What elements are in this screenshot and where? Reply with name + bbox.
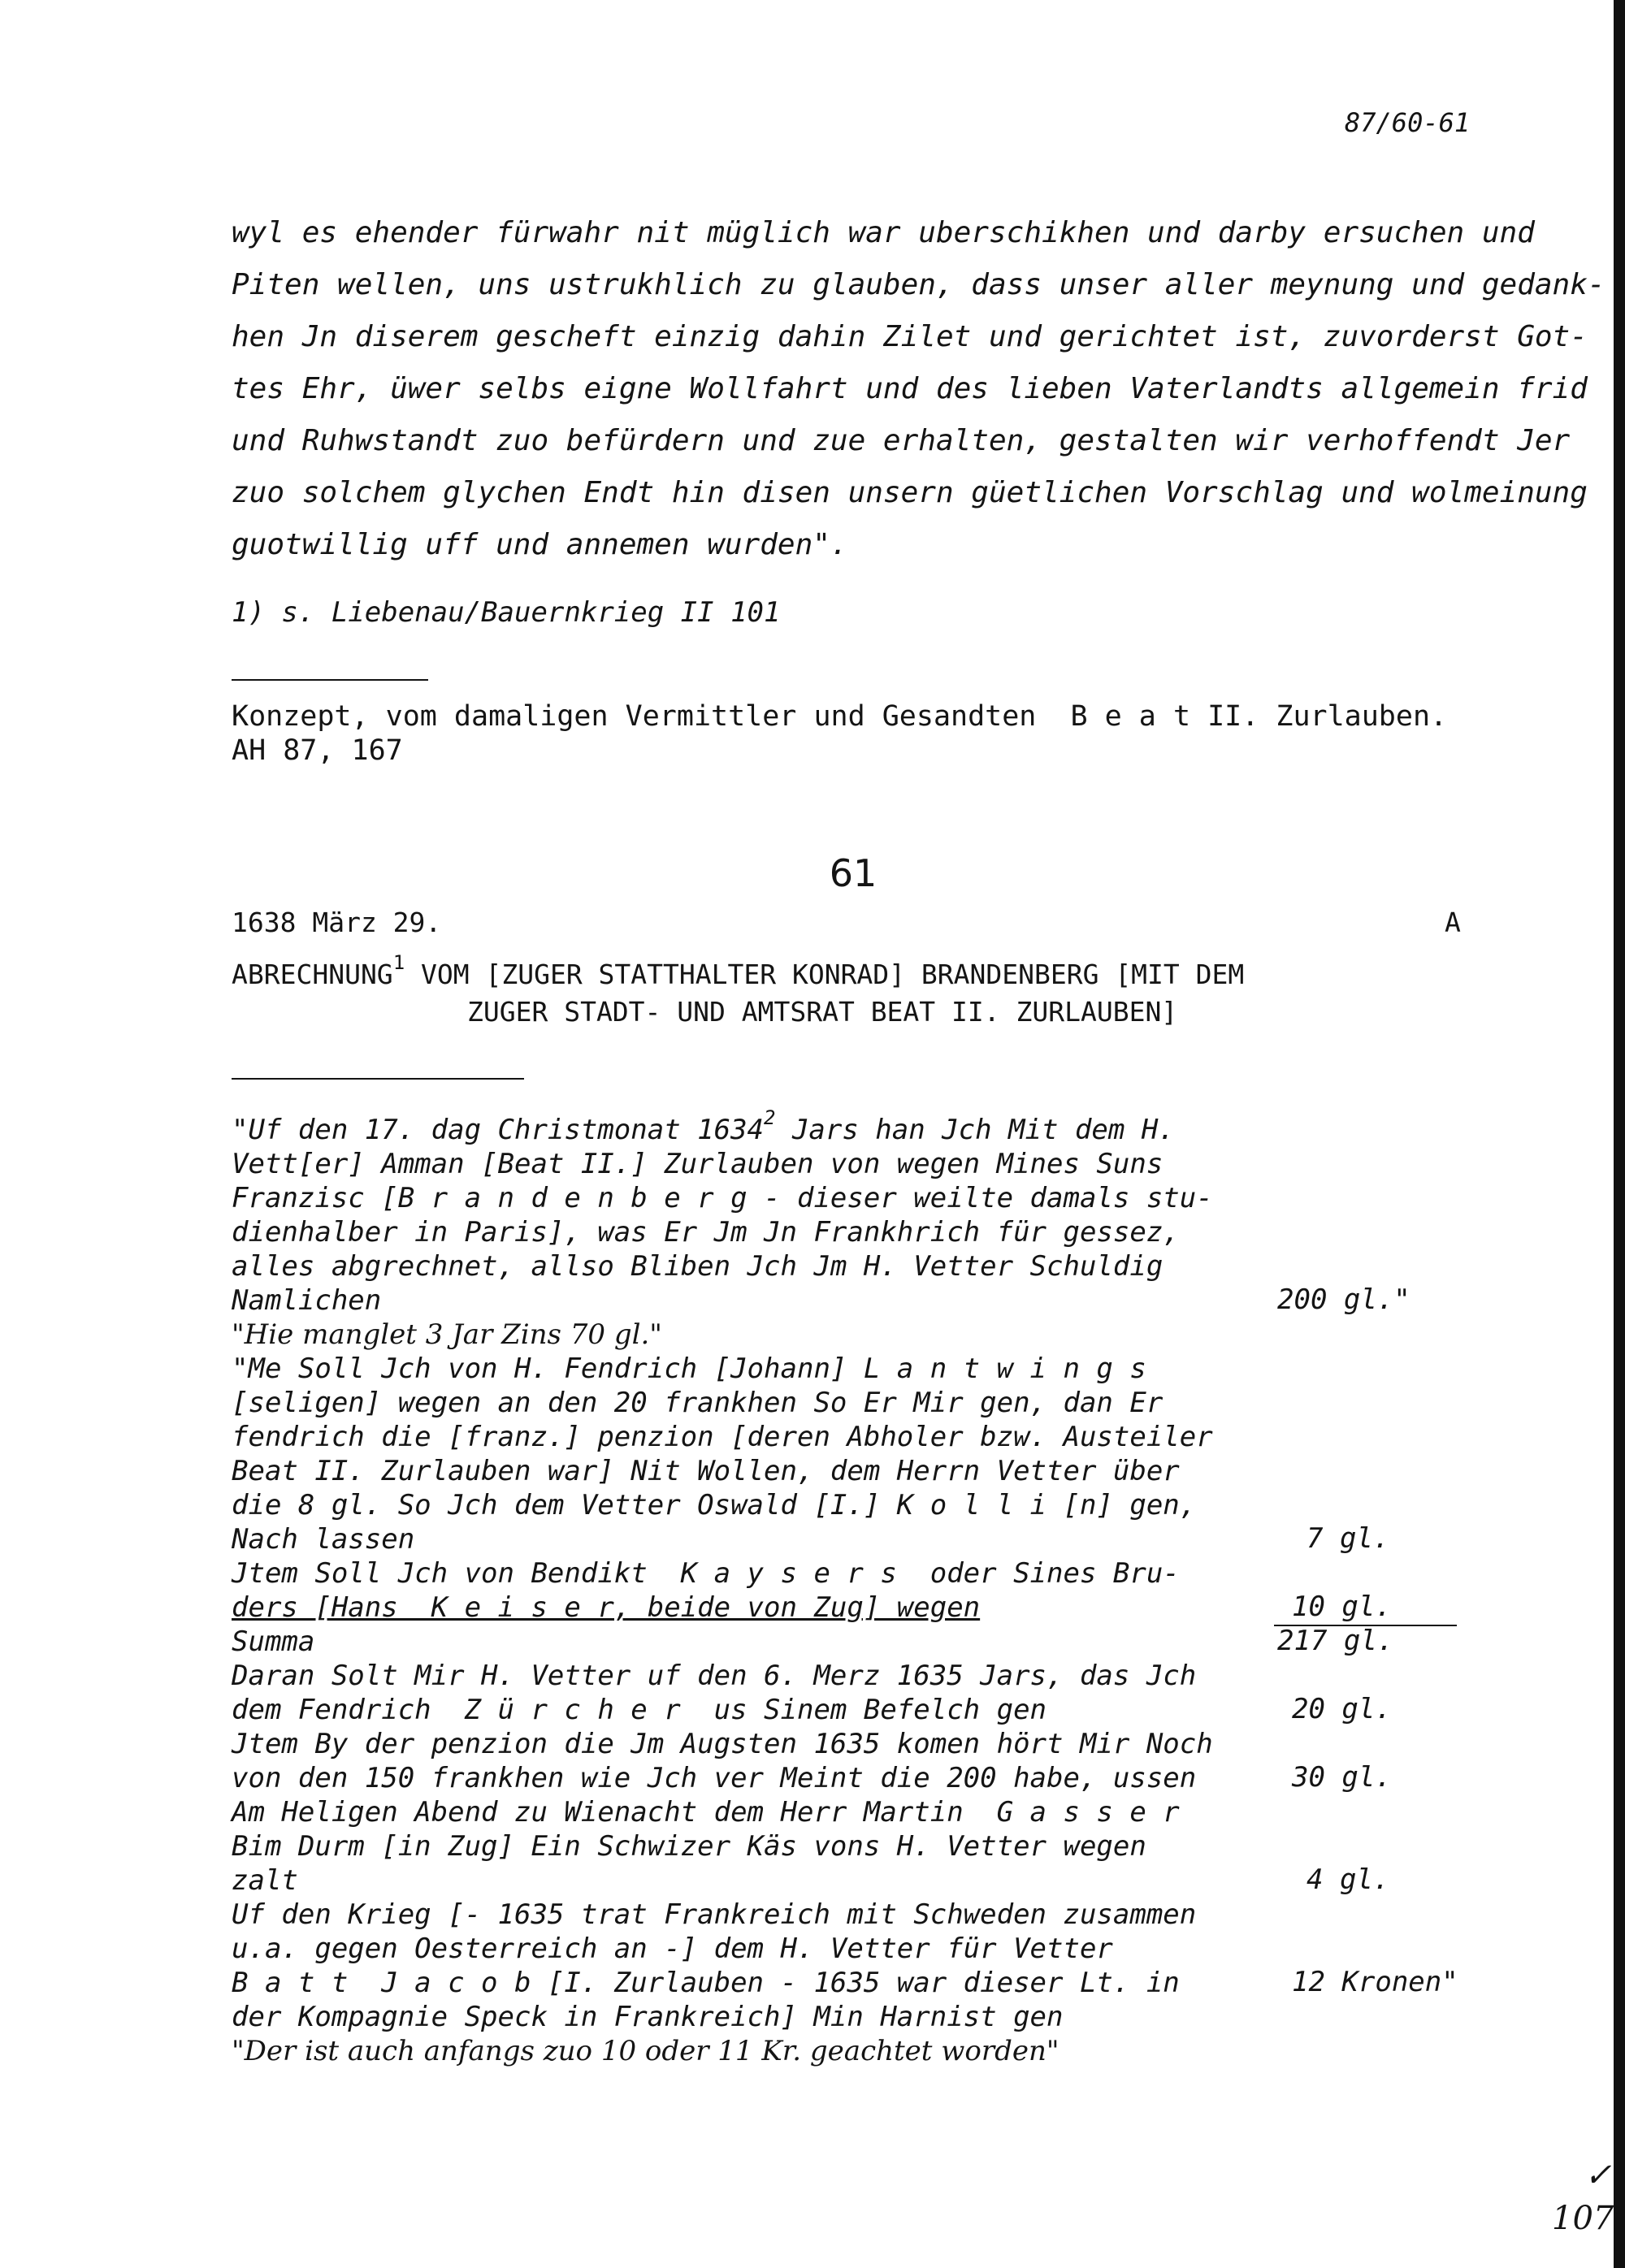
amount: 30 gl.	[1292, 1761, 1392, 1794]
account-line: fendrich die [franz.] penzion [deren Abholer bzw. Austeiler	[232, 1421, 1213, 1453]
account-line: Bim Durm [in Zug] Ein Schwizer Käs vons H. Vetter wegen	[232, 1830, 1146, 1863]
footnote-mark: 2	[764, 1106, 776, 1129]
account-line: u.a. gegen Oesterreich an -] dem H. Vetter für Vetter	[232, 1933, 1113, 1965]
check-mark: ✓	[1584, 2157, 1612, 2194]
account-line: Nach lassen	[232, 1523, 415, 1556]
handwritten-note: "Der ist auch anfangs zuo 10 oder 11 Kr. geachtet worden"	[232, 2035, 1060, 2067]
account-line: "Me Soll Jch von H. Fendrich [Johann] L a n t w i n g s	[232, 1353, 1146, 1385]
amount: 20 gl.	[1292, 1693, 1392, 1725]
account-line: "Uf den 17. dag Christmonat 1634$^2$ Jars han Jch Mit dem H.	[232, 1106, 1175, 1146]
document-heading-line2: ZUGER STADT- UND AMTSRAT BEAT II. ZURLAUBEN]	[467, 996, 1178, 1028]
account-line: Franzisc [B r a n d e n b e r g - dieser weilte damals stu-	[232, 1182, 1213, 1214]
heading-footnote-mark: 1	[392, 951, 405, 974]
account-line: von den 150 frankhen wie Jch ver Meint die 200 habe, ussen	[232, 1762, 1197, 1794]
document-heading	[232, 951, 1245, 995]
account-line: alles abgrechnet, allso Bliben Jch Jm H. Vetter Schuldig	[232, 1250, 1164, 1283]
account-line: B a t t J a c o b [I. Zurlauben - 1635 war dieser Lt. in	[232, 1967, 1180, 1999]
account-line: der Kompagnie Speck in Frankreich] Min Harnist gen	[232, 2001, 1064, 2033]
amount: 7 gl.	[1306, 1522, 1390, 1555]
intro-line: tes Ehr, üwer selbs eigne Wollfahrt und des lieben Vaterlandts allgemein frid	[232, 372, 1588, 405]
account-line: dienhalber in Paris], was Er Jm Jn Frankhrich für gessez,	[232, 1216, 1180, 1249]
account-line: Vett[er] Amman [Beat II.] Zurlauben von wegen Mines Suns	[232, 1148, 1164, 1180]
separator-rule	[232, 679, 428, 681]
intro-line: hen Jn diserem gescheft einzig dahin Zilet und gerichtet ist, zuvorderst Got-	[232, 320, 1588, 353]
amount: 4 gl.	[1306, 1863, 1390, 1896]
account-line: Daran Solt Mir H. Vetter uf den 6. Merz 1635 Jars, das Jch	[232, 1660, 1197, 1692]
account-line: ders [Hans K e i s e r, beide von Zug] wegen	[232, 1591, 981, 1624]
footnote: 1) s. Liebenau/Bauernkrieg II 101	[232, 596, 781, 629]
account-line: Uf den Krieg [- 1635 trat Frankreich mit Schweden zusammen	[232, 1898, 1197, 1931]
account-line: Am Heligen Abend zu Wienacht dem Herr Martin G a s s e r	[232, 1796, 1180, 1829]
account-line: Jtem Soll Jch von Bendikt K a y s e r s oder Sines Bru-	[232, 1557, 1180, 1590]
account-line: dem Fendrich Z ü r c h e r us Sinem Befelch gen	[232, 1694, 1047, 1726]
intro-line: wyl es ehender fürwahr nit müglich war uberschikhen und darby ersuchen und	[232, 216, 1535, 249]
archive-reference: AH 87, 167	[232, 734, 403, 767]
heading-text: ABRECHNUNG	[232, 959, 393, 990]
account-line: Beat II. Zurlauben war] Nit Wollen, dem Herrn Vetter über	[232, 1455, 1180, 1487]
intro-line: und Ruhwstandt zuo befürdern und zue erhalten, gestalten wir verhoffendt Jer	[232, 424, 1571, 457]
account-line: die 8 gl. So Jch dem Vetter Oswald [I.] K o l l i [n] gen,	[232, 1489, 1197, 1521]
separator-rule	[232, 1078, 524, 1080]
intro-line: zuo solchem glychen Endt hin disen unsern güetlichen Vorschlag und wolmeinung	[232, 476, 1588, 509]
scan-edge	[1614, 0, 1625, 2268]
account-line: Jtem By der penzion die Jm Augsten 1635 komen hört Mir Noch	[232, 1728, 1213, 1760]
page-reference: 87/60-61	[1345, 107, 1471, 138]
handwritten-note: "Hie manglet 3 Jar Zins 70 gl."	[232, 1318, 662, 1351]
amount: 10 gl.	[1292, 1591, 1392, 1623]
intro-line: Piten wellen, uns ustrukhlich zu glauben, dass unser aller meynung und gedank-	[232, 268, 1606, 301]
account-line: Namlichen	[232, 1284, 382, 1317]
document-number: 61	[829, 851, 878, 895]
konzept-note: Konzept, vom damaligen Vermittler und Gesandten B e a t II. Zurlauben.	[232, 700, 1448, 733]
account-line: zalt	[232, 1864, 298, 1897]
document-date: 1638 März 29.	[232, 907, 442, 938]
amount: 200 gl."	[1277, 1283, 1410, 1316]
archive-folio-mark: 107	[1552, 2200, 1614, 2237]
amount: 12 Kronen"	[1292, 1966, 1458, 1998]
document-letter: A	[1445, 907, 1461, 938]
account-line: [seligen] wegen an den 20 frankhen So Er Mir gen, dan Er	[232, 1387, 1164, 1419]
summa-line: Summa	[232, 1625, 315, 1658]
heading-text: VOM [ZUGER STATTHALTER KONRAD] BRANDENBERG [MIT DEM	[405, 959, 1245, 990]
intro-line: guotwillig uff und annemen wurden".	[232, 528, 848, 561]
amount-total: 217 gl.	[1277, 1625, 1394, 1657]
